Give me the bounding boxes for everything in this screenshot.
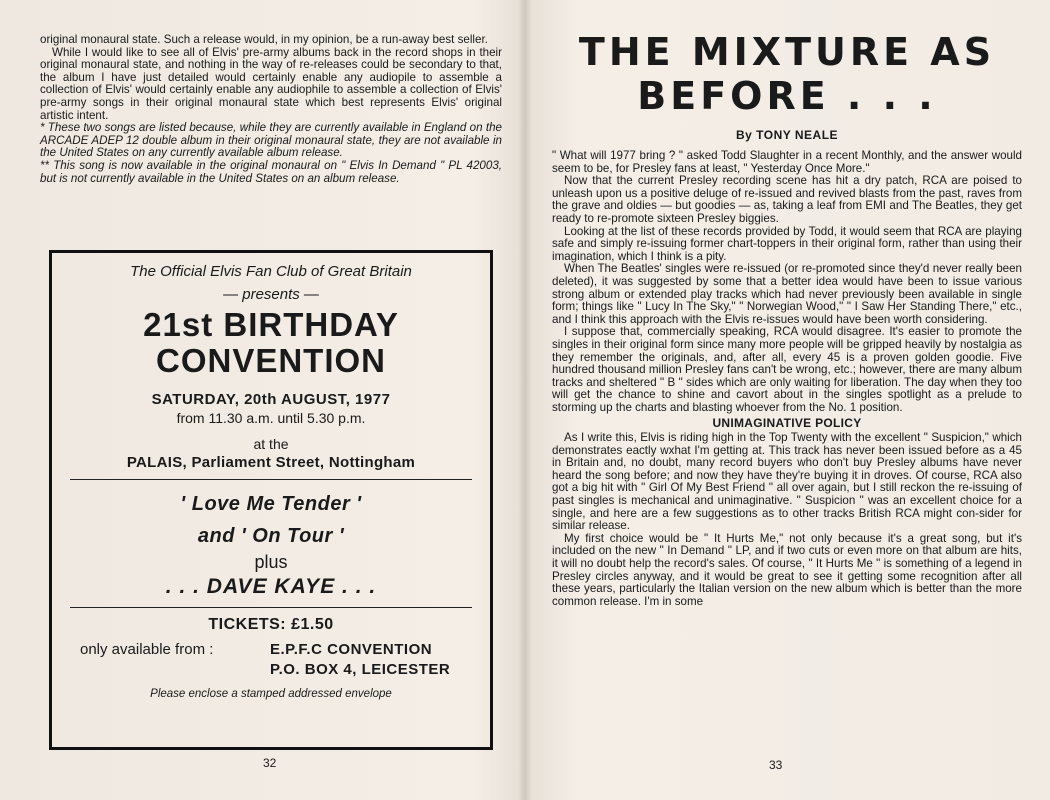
convention-advert xyxy=(49,250,493,750)
byline: By TONY NEALE xyxy=(735,128,839,142)
footnote: ** This song is now available in the original monaural on " Elvis In Demand " PL 42003, but is not currently available in the United States on an album release. xyxy=(40,158,502,185)
ticket-price: TICKETS: £1.50 xyxy=(208,616,334,633)
enclose-note: Please enclose a stamped addressed envelope xyxy=(150,688,392,700)
availability-line xyxy=(52,640,490,660)
film-title: ' Love Me Tender ' xyxy=(180,493,362,515)
divider xyxy=(70,479,472,480)
paragraph: As I write this, Elvis is riding high in the Top Twenty with the excellent " Suspicion," which demonstrates eactly wxhat I'm getting at. This track has never been issued before as a 45 in Britain and, no doubt, many record buyers who don't buy Presley albums have never heard the song before; and now they have they're buying it in droves. Of course, RCA also got a big hit with " Girl Of My Best Friend " all over again, but I still reckon the re-issuing of past singles is mechanical and unimaginative. " Suspicion " was an excellent choice for a single, and here are a few suggestions as to other tracks British RCA might con-sider for similar release. xyxy=(552,431,1022,533)
advert-headline: 21st BIRTHDAY xyxy=(143,306,399,343)
paragraph: I suppose that, commercially speaking, RCA would disagree. It's easier to promote the singles in their original form since many more people will be gripped heavily by nostalgia as they remember the originals, and, after all, every 45 is a proven golden goodie. Five hundred thousand million Presley fans can't be wrong, etc.; however, there are many album tracks and sheltered " B " sides which are only waiting for liberation. The day when they too will get the chance to shine and cavort about in the singles spotlight as a prelude to storming up the charts and blasting whoever from the No. 1 position. xyxy=(552,325,1022,414)
right-page xyxy=(552,30,1022,775)
paragraph: My first choice would be " It Hurts Me," not only because it's a great song, but it's included on the new " In Demand " LP, and if two cuts or even more on that album are hits, it will no doubt help the record's sales. Of course, " It Hurts Me " is something of a legend in Presley circles anyway, and it would be great to see it getting some recognition after all these years, particularly the Italian version on the new album which is better than the more common release. I'm in some xyxy=(552,531,1022,608)
article-body xyxy=(552,150,1022,608)
left-page xyxy=(40,34,502,774)
section-heading: UNIMAGINATIVE POLICY xyxy=(712,416,862,431)
page-gutter xyxy=(518,0,532,800)
footnote: * These two songs are listed because, while they are currently available in England on the ARCADE ADEP 12 double album in their original monaural state, they are not available in the United States on any currently available album release. xyxy=(40,121,502,160)
address-line: P.O. BOX 4, LEICESTER xyxy=(270,661,451,678)
paragraph: When The Beatles' singles were re-issued (or re-promoted since they'd never really been deleted), it was suggested by some that a better idea would have been to issue various strong album or extended play tracks which had never previously been available in single form; things like " Lucy In The Sky," " Norwegian Wood," " I Saw Her Standing There," etc., and I think this approach with the Elvis re-issues would have been worth considering. xyxy=(552,262,1022,326)
page-number: 33 xyxy=(769,758,783,772)
article-title: BEFORE . . . xyxy=(637,74,937,118)
at-the-line: at the xyxy=(253,436,289,452)
event-date: SATURDAY, 20th AUGUST, 1977 xyxy=(151,391,391,408)
club-name: The Official Elvis Fan Club of Great Britain xyxy=(130,263,412,280)
page-number: 32 xyxy=(263,756,277,770)
paragraph: " What will 1977 bring ? " asked Todd Slaughter in a recent Monthly, and the answer would seem to be, for Presley fans at least, " Yesterday Once More." xyxy=(552,149,1022,175)
paragraph: Now that the current Presley recording scene has hit a dry patch, RCA are poised to unleash upon us a positive deluge of re-issued and revived blasts from the past, raves from the grave and oldies — but goodies — as, taking a leaf from EMI and The Beatles, they get ready to re-promote sixteen Presley biggies. xyxy=(552,174,1022,225)
advert-headline: CONVENTION xyxy=(155,342,386,379)
event-time: from 11.30 a.m. until 5.30 p.m. xyxy=(176,410,366,426)
paragraph: Looking at the list of these records provided by Todd, it would seem that RCA are playing safe and simply re-issuing former chart-toppers in their original form, rather than using their imagination, which I think is a pity. xyxy=(552,224,1022,263)
left-page-text xyxy=(40,34,502,185)
film-title: and ' On Tour ' xyxy=(197,525,345,547)
divider xyxy=(70,607,472,608)
available-label: only available from : xyxy=(80,641,214,658)
performer: . . . DAVE KAYE . . . xyxy=(165,575,377,598)
address-line: E.P.F.C CONVENTION xyxy=(270,641,433,658)
presents-line: — presents — xyxy=(223,286,319,303)
paragraph: original monaural state. Such a release would, in my opinion, be a run-away best seller. xyxy=(40,33,488,46)
paragraph: While I would like to see all of Elvis' pre-army albums back in the record shops in their original monaural state, and nothing in the way of re-releases could be secondary to that, the album I have just detailed would certainly enable any audiopile to assemble a collection of Elvis' would certainly enable any audiophile to assemble a collection of Elvis' pre-army songs in their original monaural state which best represents Elvis' original artistic intent. xyxy=(40,45,502,122)
plus-line: plus xyxy=(254,552,288,572)
article-title: THE MIXTURE AS xyxy=(578,30,996,74)
event-venue: PALAIS, Parliament Street, Nottingham xyxy=(126,454,416,471)
